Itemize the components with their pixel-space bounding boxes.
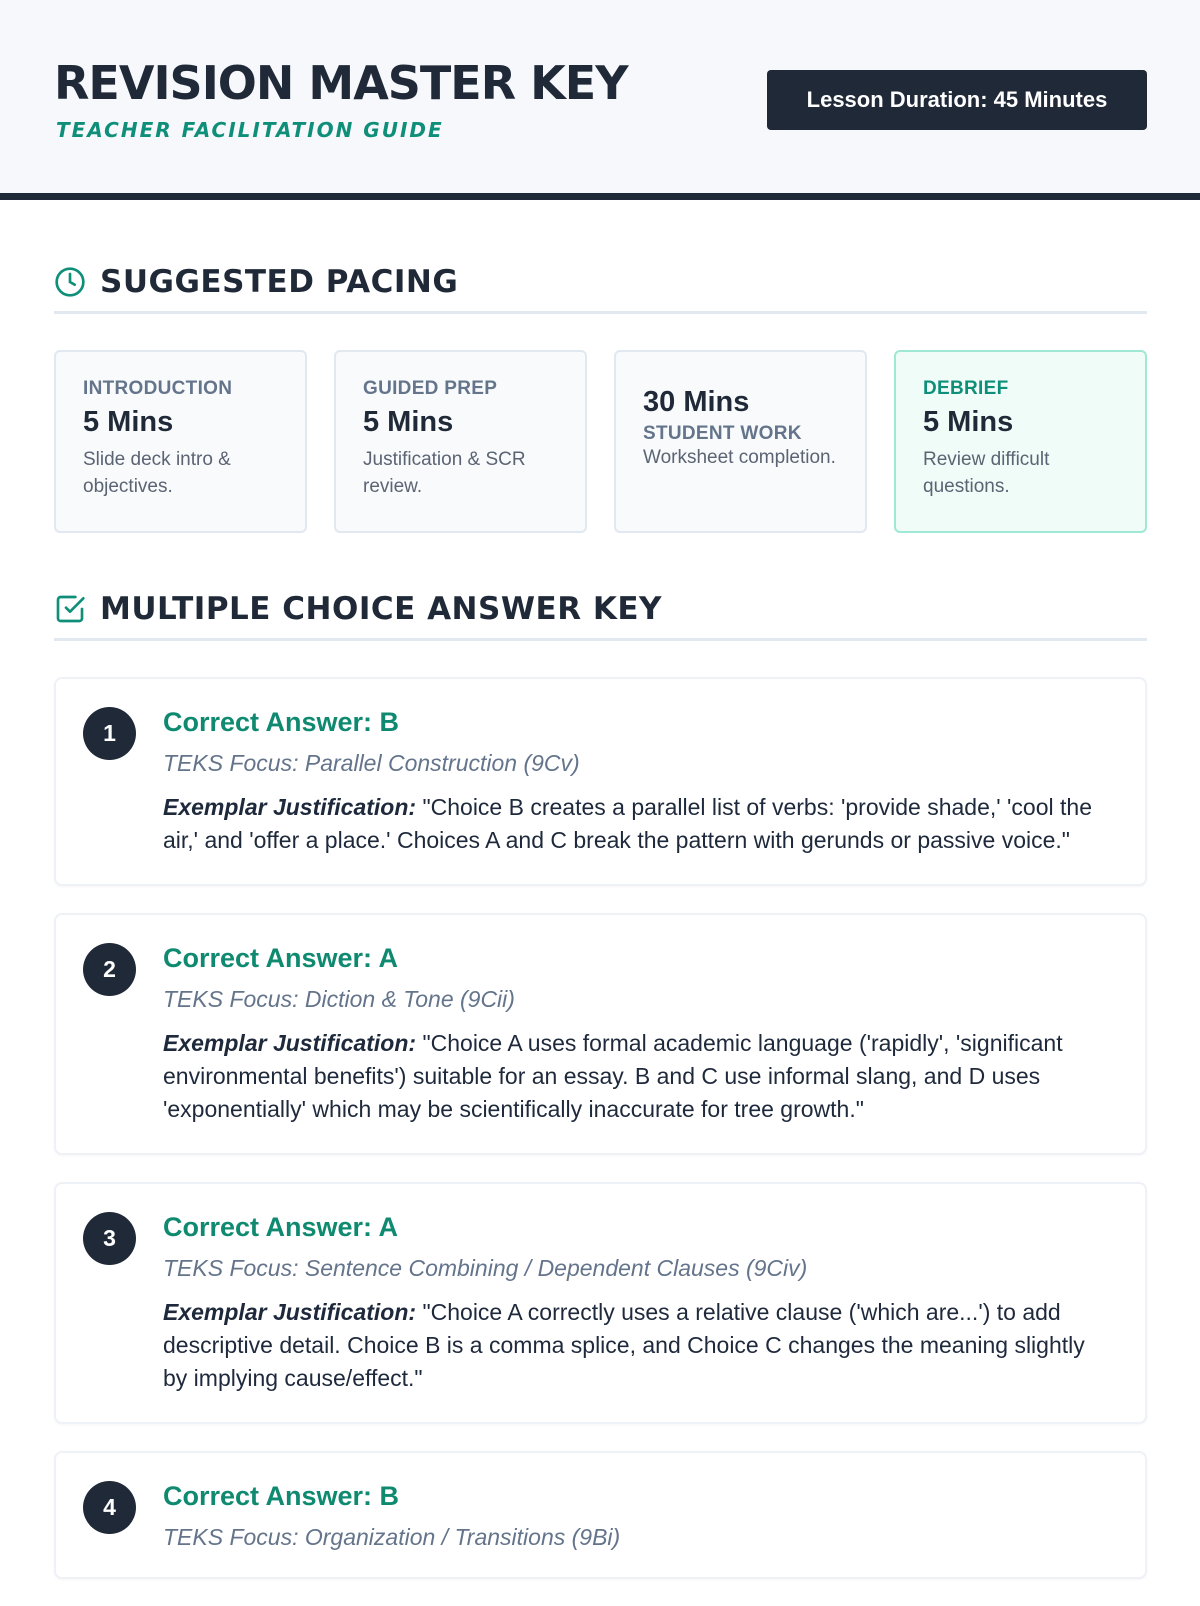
pacing-card-debrief — [894, 350, 1147, 533]
teks-focus: TEKS Focus: Organization / Transitions (9Bi) — [163, 1523, 621, 1550]
justification — [163, 1027, 1105, 1127]
lesson-duration-badge: Lesson Duration: 45 Minutes — [767, 70, 1147, 130]
justification-text: "Choice A uses formal academic language ('rapidly', 'significant environmental benefits') suitable for an essay. B and C use informal slang, and D uses 'exponentially' which may be scientifically inaccurate for tree growth." — [163, 1029, 1063, 1123]
teks-focus: TEKS Focus: Parallel Construction (9Cv) — [163, 750, 580, 776]
question-number-badge: 1 — [83, 707, 136, 760]
answer-card — [54, 913, 1147, 1155]
pacing-card-guided-prep — [334, 350, 587, 533]
pacing-desc: Worksheet completion. — [643, 447, 836, 468]
pacing-label: GUIDED PREP — [363, 378, 498, 399]
pacing-label: DEBRIEF — [923, 378, 1009, 399]
question-number-badge: 3 — [83, 1212, 136, 1265]
pacing-label: INTRODUCTION — [83, 378, 233, 399]
pacing-label: STUDENT WORK — [643, 423, 802, 444]
justification-text: "Choice A correctly uses a relative clause ('which are...') to add descriptive detail. Choice B is a comma splice, and Choice C changes the meaning slightly by implying cause/effect." — [163, 1298, 1085, 1392]
answer-card — [54, 1451, 1147, 1579]
pacing-time: 30 Mins — [643, 386, 750, 418]
pacing-card-introduction — [54, 350, 307, 533]
answer-card — [54, 1182, 1147, 1424]
pacing-time: 5 Mins — [363, 406, 454, 438]
teks-focus: TEKS Focus: Sentence Combining / Dependent Clauses (9Civ) — [163, 1254, 808, 1281]
pacing-title: SUGGESTED PACING — [100, 263, 459, 300]
justification — [163, 1296, 1105, 1396]
pacing-section-header — [54, 252, 1147, 314]
pacing-cards — [54, 350, 1147, 533]
justification-text: "Choice B creates a parallel list of verbs: 'provide shade,' 'cool the air,' and 'offer a place.' Choices A and C break the pattern with gerunds or passive voice." — [163, 794, 1092, 854]
pacing-time: 5 Mins — [923, 406, 1014, 438]
pacing-card-student-work — [614, 350, 867, 533]
pacing-desc: Slide deck intro & objectives. — [83, 449, 231, 497]
correct-answer: Correct Answer: A — [163, 942, 399, 973]
answer-list — [54, 677, 1147, 1606]
pacing-desc: Justification & SCR review. — [363, 449, 526, 497]
correct-answer: Correct Answer: B — [163, 707, 400, 737]
answer-key-section-header — [54, 579, 1147, 641]
answer-key-title: MULTIPLE CHOICE ANSWER KEY — [100, 590, 663, 627]
correct-answer: Correct Answer: A — [163, 1211, 399, 1242]
question-number-badge: 4 — [83, 1481, 136, 1534]
page-title: REVISION MASTER KEY — [54, 56, 628, 110]
page-subtitle: TEACHER FACILITATION GUIDE — [56, 118, 444, 142]
correct-answer: Correct Answer: B — [163, 1480, 400, 1511]
checkbox-icon — [54, 593, 86, 625]
clock-icon — [54, 266, 86, 298]
justification-label: Exemplar Justification: — [163, 1298, 417, 1325]
answer-card — [54, 677, 1147, 886]
justification-label: Exemplar Justification: — [163, 794, 417, 820]
justification — [163, 791, 1105, 858]
teks-focus: TEKS Focus: Diction & Tone (9Cii) — [163, 985, 515, 1012]
pacing-desc: Review difficult questions. — [923, 449, 1050, 497]
question-number-badge: 2 — [83, 943, 136, 996]
pacing-time: 5 Mins — [83, 406, 174, 438]
justification-label: Exemplar Justification: — [163, 1029, 417, 1056]
page-header — [0, 0, 1200, 200]
